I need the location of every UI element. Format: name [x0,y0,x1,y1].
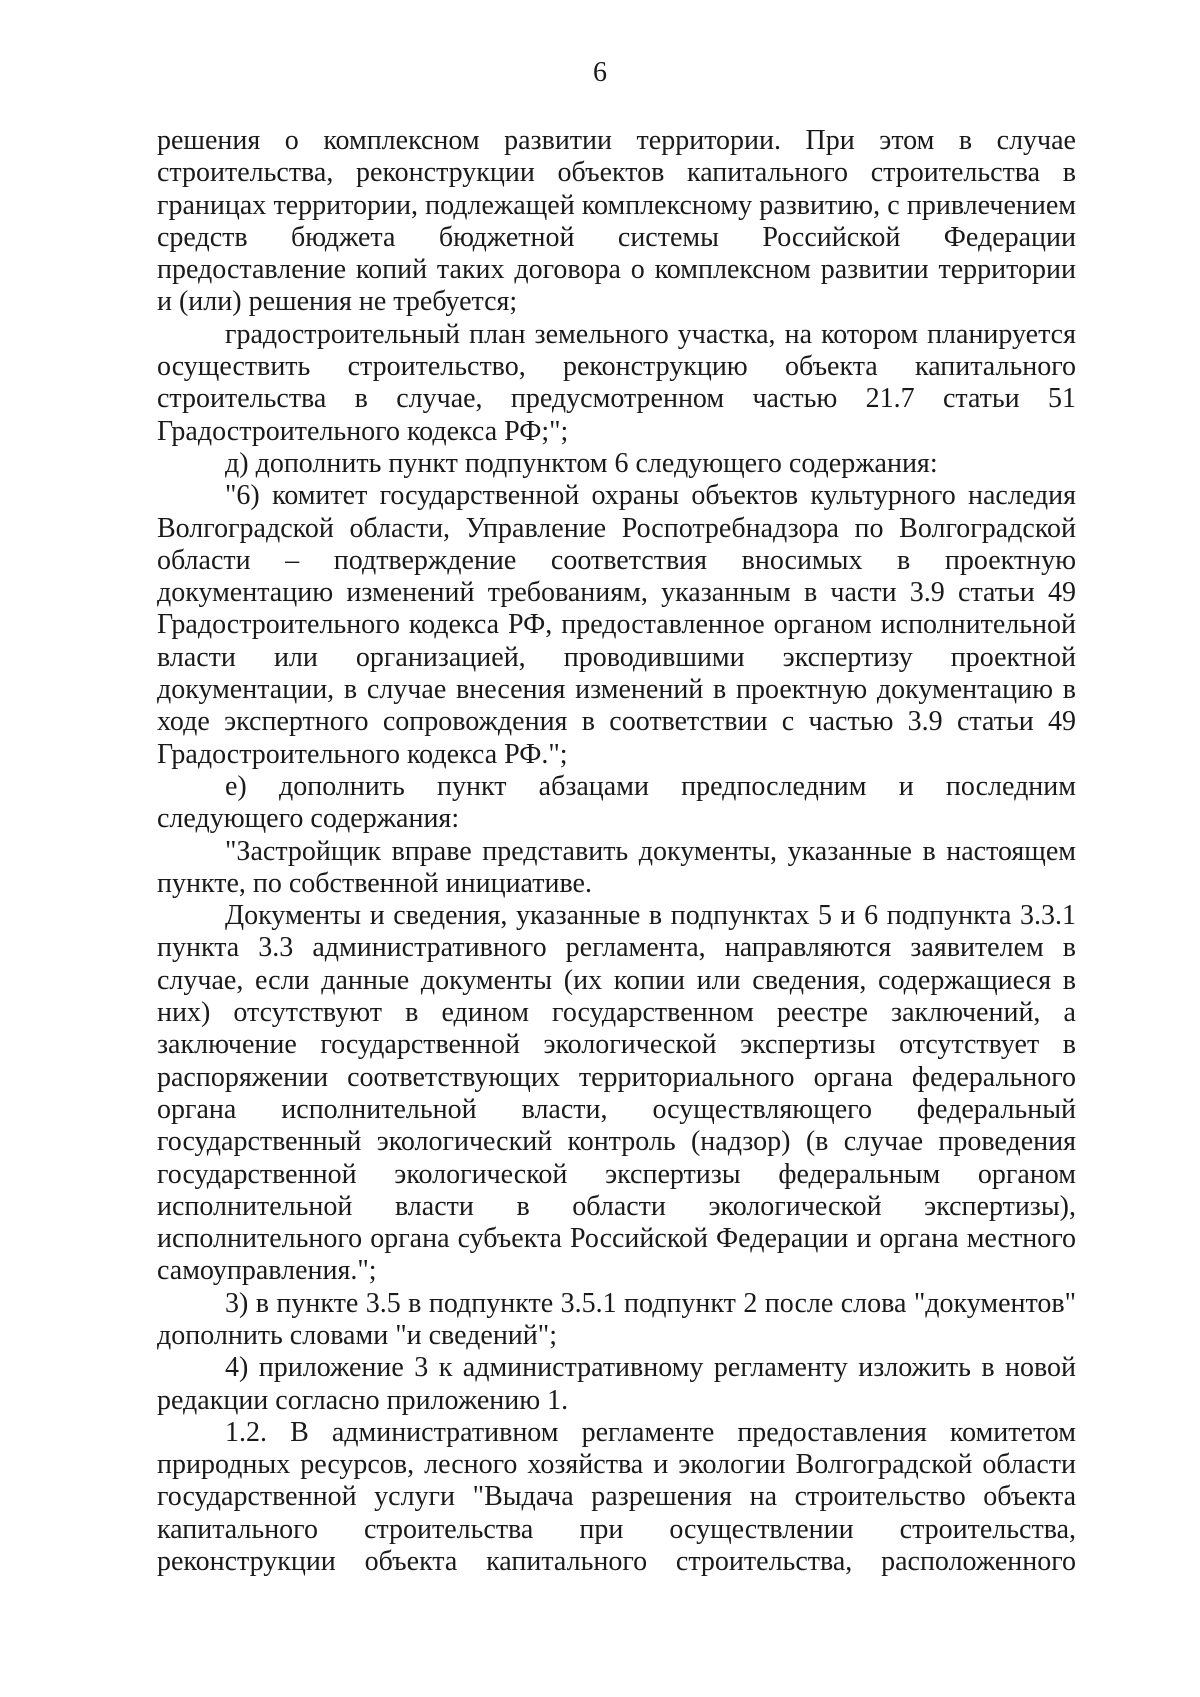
paragraph-subitem-6: "6) комитет государственной охраны объектов культурного наследия Волгоградской области, Управление Роспотребнадзора по Волгоградской области – подтверждение соответствия вносимых в проектную документацию изменений требованиям, указанным в части 3.9 статьи 49 Градостроительного кодекса РФ, предоставленное органом исполнительной власти или организацией, проводившими экспертизу проектной документации, в случае внесения изменений в проектную документацию в ходе экспертного сопровождения в соответствии с частью 3.9 статьи 49 Градостроительного кодекса РФ."; [157,480,1076,770]
paragraph-item-e: е) дополнить пункт абзацами предпоследним и последним следующего содержания: [157,770,1076,835]
paragraph-item-3: 3) в пункте 3.5 в подпункте 3.5.1 подпункт 2 после слова "документов" дополнить словами "и сведений"; [157,1287,1076,1351]
paragraph-documents-info: Документы и сведения, указанные в подпунктах 5 и 6 подпункта 3.3.1 пункта 3.3 административного регламента, направляются заявителем в случае, если данные документы (их копии или сведения, содержащиеся в них) отсутствуют в едином государственном реестре заключений, а заключение государственной экологической экспертизы отсутствует в распоряжении соответствующих территориального органа федерального органа исполнительной власти, осуществляющего федеральный государственный экологический контроль (надзор) (в случае проведения государственной экологической экспертизы федеральным органом исполнительной власти в области экологической экспертизы), исполнительного органа субъекта Российской Федерации и органа местного самоуправления."; [157,900,1076,1287]
paragraph-continuation: решения о комплексном развитии территории. При этом в случае строительства, реконструкции объектов капитального строительства в границах территории, подлежащей комплексному развитию, с привлечением средств бюджета бюджетной системы Российской Федерации предоставление копий таких договора о комплексном развитии территории и (или) решения не требуется; [157,125,1076,318]
document-body [157,125,1076,1578]
paragraph-gradplan: градостроительный план земельного участка, на котором планируется осуществить строительство, реконструкцию объекта капитального строительства в случае, предусмотренном частью 21.7 статьи 51 Градостроительного кодекса РФ;"; [157,318,1076,447]
paragraph-developer-right: "Застройщик вправе представить документы, указанные в настоящем пункте, по собственной инициативе. [157,835,1076,899]
paragraph-item-d: д) дополнить пункт подпунктом 6 следующего содержания: [225,447,938,479]
page-number: 6 [593,57,607,88]
paragraph-section-1-2: 1.2. В административном регламенте предоставления комитетом природных ресурсов, лесного хозяйства и экологии Волгоградской области государственной услуги "Выдача разрешения на строительство объекта капитального строительства при осуществлении строительства, реконструкции объекта капитального строительства, расположенного [157,1416,1076,1578]
paragraph-item-4: 4) приложение 3 к административному регламенту изложить в новой редакции согласно приложению 1. [157,1352,1076,1416]
